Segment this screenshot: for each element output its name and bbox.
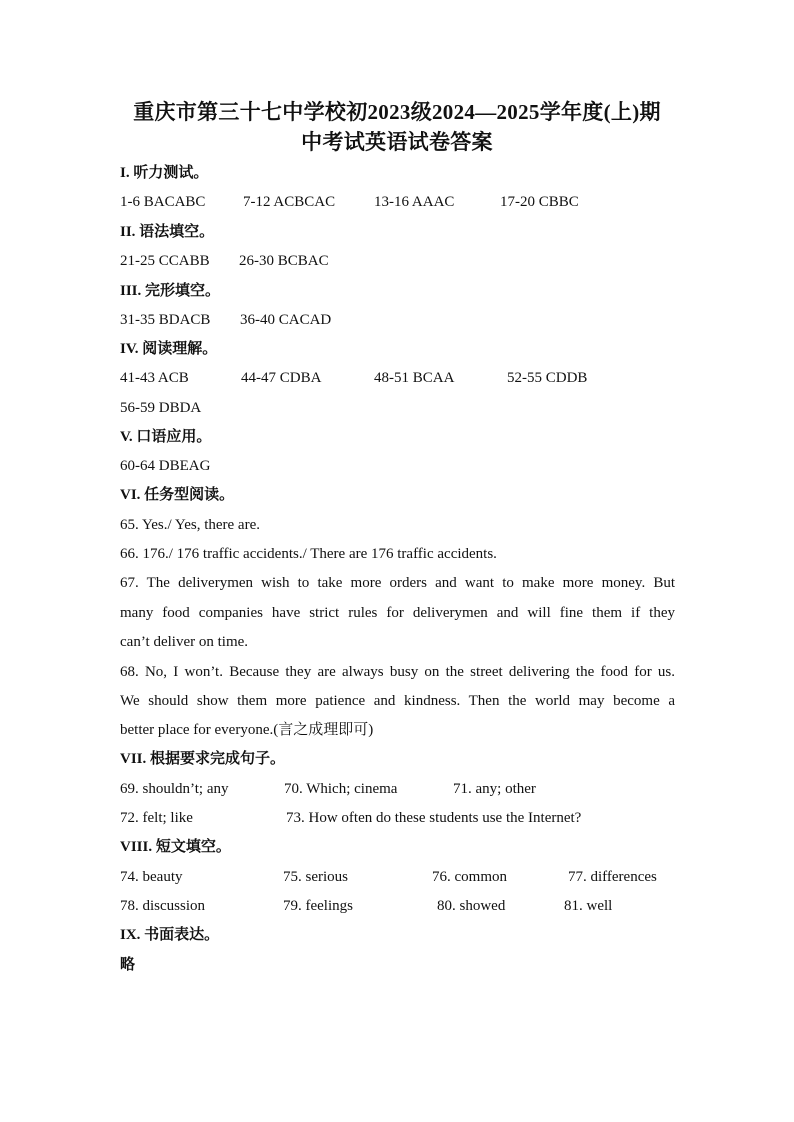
section-heading-grammar: II. 语法填空。 — [120, 224, 215, 240]
answer-67-line2: many food companies have strict rules for deliverymen and will fine them if they — [120, 605, 675, 621]
answer-65: 65. Yes./ Yes, there are. — [120, 517, 260, 533]
answer-68-line1: 68. No, I won’t. Because they are always busy on the street delivering the food for us. — [120, 664, 675, 680]
answer-item: 71. any; other — [453, 781, 536, 797]
answer-item: 77. differences — [568, 869, 657, 885]
answer-group: 56-59 DBDA — [120, 400, 202, 416]
answer-66: 66. 176./ 176 traffic accidents./ There are 176 traffic accidents. — [120, 546, 497, 562]
answer-group: 41-43 ACB — [120, 370, 189, 386]
answer-group: 44-47 CDBA — [241, 370, 322, 386]
answer-group: 17-20 CBBC — [500, 194, 579, 210]
answer-67-line1: 67. The deliverymen wish to take more orders and want to make more money. But — [120, 575, 675, 591]
answer-item: 79. feelings — [283, 898, 353, 914]
answer-item: 76. common — [432, 869, 507, 885]
answer-67-line3: can’t deliver on time. — [120, 634, 249, 650]
document-title-line2: 中考试英语试卷答案 — [301, 130, 493, 154]
answer-group: 31-35 BDACB — [120, 312, 211, 328]
answer-group: 60-64 DBEAG — [120, 458, 211, 474]
answer-item: 74. beauty — [120, 869, 183, 885]
section-heading-task-reading: VI. 任务型阅读。 — [120, 487, 235, 503]
answer-group: 1-6 BACABC — [120, 194, 206, 210]
answer-item: 81. well — [564, 898, 613, 914]
answer-group: 48-51 BCAA — [374, 370, 455, 386]
answer-group: 7-12 ACBCAC — [243, 194, 336, 210]
section-heading-writing: IX. 书面表达。 — [120, 927, 220, 943]
section-heading-cloze: III. 完形填空。 — [120, 283, 221, 299]
section-heading-reading: IV. 阅读理解。 — [120, 341, 218, 357]
answer-group: 36-40 CACAD — [240, 312, 332, 328]
answer-68-line2: We should show them more patience and kindness. Then the world may become a — [120, 693, 675, 709]
writing-omitted: 略 — [120, 957, 136, 973]
section-heading-sentences: VII. 根据要求完成句子。 — [120, 751, 286, 767]
document-title-line1: 重庆市第三十七中学校初2023级2024—2025学年度(上)期 — [133, 100, 661, 124]
answer-item: 72. felt; like — [120, 810, 193, 826]
section-heading-blank-filling: VIII. 短文填空。 — [120, 839, 231, 855]
answer-group: 13-16 AAAC — [374, 194, 455, 210]
answer-item: 73. How often do these students use the Internet? — [286, 810, 582, 826]
answer-group: 52-55 CDDB — [507, 370, 588, 386]
answer-68-line3: better place for everyone.(言之成理即可) — [120, 722, 374, 738]
answer-item: 80. showed — [437, 898, 506, 914]
answer-item: 78. discussion — [120, 898, 206, 914]
section-heading-listening: I. 听力测试。 — [120, 165, 209, 181]
answer-group: 26-30 BCBAC — [239, 253, 329, 269]
answer-item: 70. Which; cinema — [284, 781, 398, 797]
answer-item: 69. shouldn’t; any — [120, 781, 229, 797]
answer-group: 21-25 CCABB — [120, 253, 210, 269]
section-heading-oral: V. 口语应用。 — [120, 429, 212, 445]
answer-item: 75. serious — [283, 869, 348, 885]
